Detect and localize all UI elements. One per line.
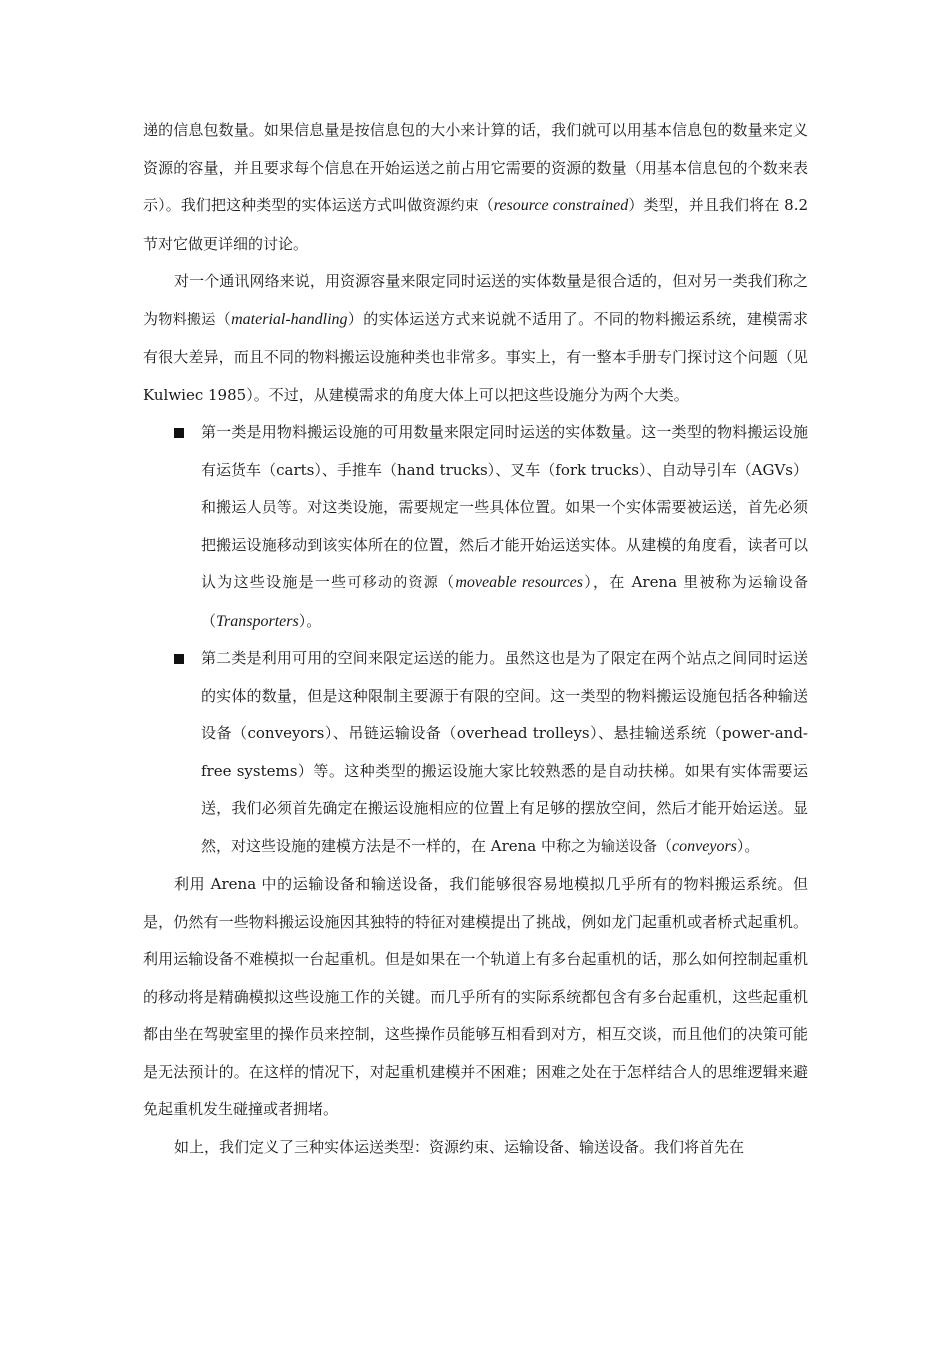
paren-close: ） <box>347 309 364 328</box>
paren-open: （ <box>201 611 217 630</box>
term-moveable-resources: 可移动的资源 <box>347 575 440 591</box>
document-page <box>143 112 808 1166</box>
term-conveyors: 输送设备 <box>601 838 658 855</box>
bullet-item-1-text: 第一类是用物料搬运设施的可用数量来限定同时运送的实体数量。这一类型的物料搬运设施有运货车（carts）、手推车（hand trucks）、叉车（fork trucks）、自动导引车（AGVs）和搬运人员等。对这类设施，需要规定一些具体位置。如果一个实体需要被运送，首先必须把搬运设施移动到该实体所在的位置，然后才能开始运送实体。从建模的角度看，读者可以认为这些设施是一些 <box>201 423 808 591</box>
bullet-item-1-mid: 在 Arena 里被称为 <box>609 573 749 591</box>
bullet-item-2-text: 第二类是利用可用的空间来限定运送的能力。虽然这也是为了限定在两个站点之间同时运送的实体的数量，但是这种限制主要源于有限的空间。这一类型的物料搬运设施包括各种输送设备（conveyors）、吊链运输设备（overhead trolleys）、悬挂输送系统（power-and-free systems）等。这种类型的搬运设施大家比较熟悉的是自动扶梯。如果有实体需要运送，我们必须首先确定在搬运设施相应的位置上有足够的摆放空间，然后才能开始运送。显然，对这些设施的建模方法是不一样的，在 Arena 中称之为 <box>201 649 808 855</box>
bullet-item-2 <box>143 640 808 866</box>
term-transporters: 运输设备 <box>748 575 808 591</box>
paren-open: （ <box>439 573 456 591</box>
paren-close: ） <box>628 196 644 214</box>
bullet-square-icon <box>174 654 184 664</box>
paren-close: ）。 <box>736 836 760 855</box>
term-en-moveable-resources: moveable resources <box>455 574 583 591</box>
term-resource-constrained: 资源约束 <box>422 198 479 214</box>
paragraph-2-tail: 的实体运送方式来说就不适用了。不同的物料搬运系统，建模需求有很大差异，而且不同的物料搬运设施种类也非常多。事实上，有一整本手册专门探讨这个问题（见 Kulwiec 1985）。不过，从建模需求的角度大体上可以把这些设施分为两个大类。 <box>143 309 808 404</box>
paren-close: ）。 <box>298 611 322 630</box>
bullet-square-icon <box>174 428 184 438</box>
paragraph-3: 利用 Arena 中的运输设备和输送设备，我们能够很容易地模拟几乎所有的物料搬运系统。但是，仍然有一些物料搬运设施因其独特的特征对建模提出了挑战，例如龙门起重机或者桥式起重机。利用运输设备不难模拟一台起重机。但是如果在一个轨道上有多台起重机的话，那么如何控制起重机的移动将是精确模拟这些设施工作的关键。而几乎所有的实际系统都包含有多台起重机，这些起重机都由坐在驾驶室里的操作员来控制，这些操作员能够互相看到对方，相互交谈，而且他们的决策可能是无法预计的。在这样的情况下，对起重机建模并不困难；困难之处在于怎样结合人的思维逻辑来避免起重机发生碰撞或者拥堵。 <box>143 875 808 1118</box>
paragraph-4: 如上，我们定义了三种实体运送类型：资源约束、运输设备、输送设备。我们将首先在 <box>174 1137 745 1156</box>
term-en-material-handling: material-handling <box>231 310 348 328</box>
bullet-item-1 <box>143 414 808 640</box>
paren-close: ）， <box>582 573 610 591</box>
paren-open: （ <box>478 196 494 214</box>
paragraph-1-tail: 类型，并且我们将在 8.2 节对它做更详细的讨论。 <box>143 196 809 253</box>
paragraph-1-text: 递的信息包数量。如果信息量是按信息包的大小来计算的话，我们就可以用基本信息包的数量来定义资源的容量，并且要求每个信息在开始运送之前占用它需要的资源的数量（用基本信息包的个数来表示）。我们把这种类型的实体运送方式叫做 <box>143 121 808 214</box>
term-en-resource-constrained: resource constrained <box>493 197 629 214</box>
term-en-transporters: Transporters <box>216 612 299 630</box>
paragraph-2-text: 对一个通讯网络来说，用资源容量来限定同时运送的实体数量是很合适的，但对另一类我们称之为 <box>143 272 808 328</box>
paragraph-2 <box>143 263 808 414</box>
paren-open: （ <box>215 309 232 328</box>
term-material-handling: 物料搬运 <box>158 311 216 328</box>
paragraph-1 <box>143 112 808 263</box>
paren-open: （ <box>657 836 673 855</box>
term-en-conveyors: conveyors <box>672 837 737 855</box>
